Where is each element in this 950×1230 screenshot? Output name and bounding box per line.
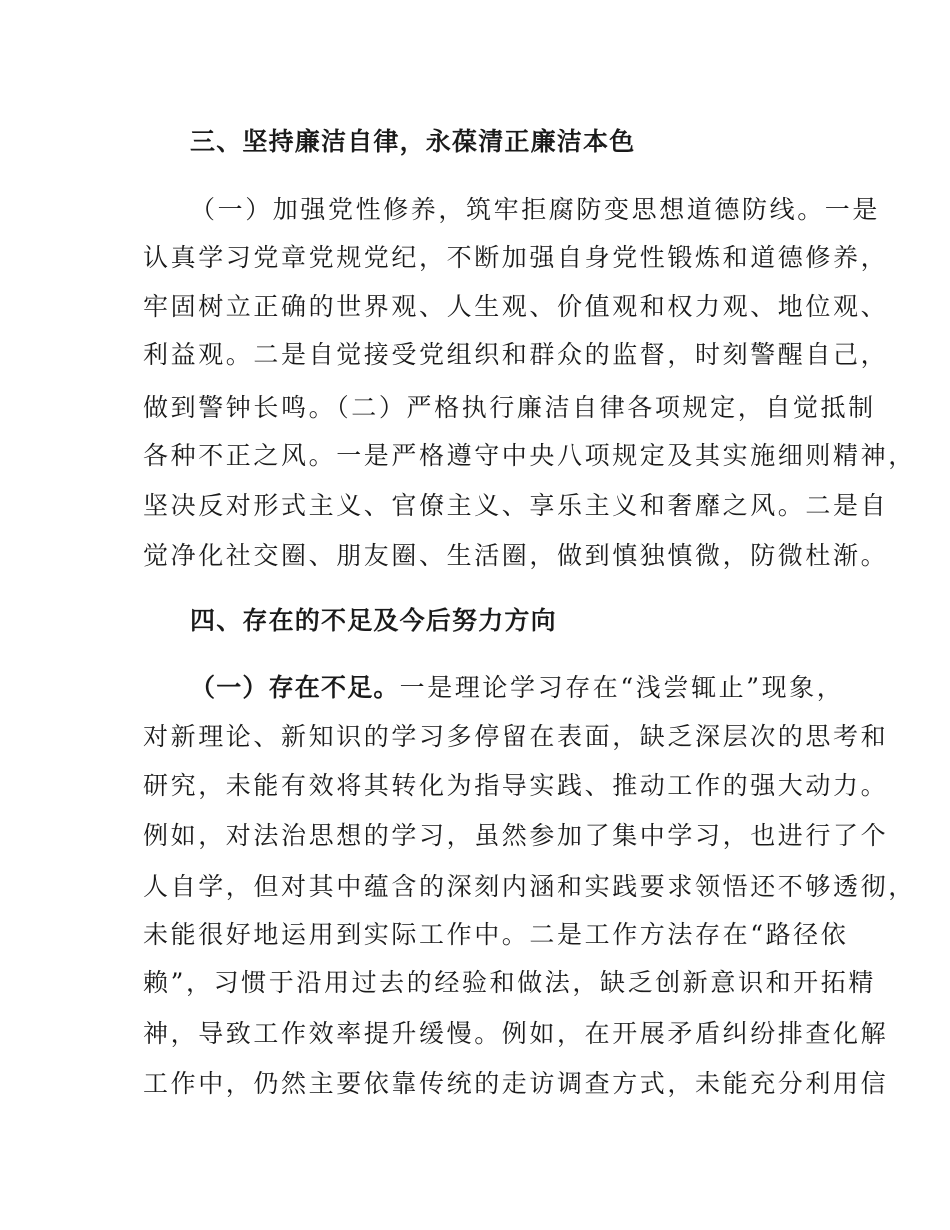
paragraph-line: 坚决反对形式主义、官僚主义、享乐主义和奢靡之风。二是自 (143, 491, 889, 520)
paragraph-line: 研究，未能有效将其转化为指导实践、推动工作的强大动力。 (143, 771, 889, 800)
paragraph-line: 人自学，但对其中蕴含的深刻内涵和实践要求领悟还不够透彻， (143, 872, 916, 901)
subsection-label: （一）存在不足。 (190, 673, 400, 702)
paragraph-line: 利益观。二是自觉接受党组织和群众的监督，时刻警醒自己， (143, 340, 889, 369)
paragraph-line: 例如，对法治思想的学习，虽然参加了集中学习，也进行了个 (143, 821, 889, 850)
paragraph-line: 做到警钟长鸣。（二）严格执行廉洁自律各项规定，自觉抵制 (143, 393, 876, 422)
paragraph-line: 赖”，习惯于沿用过去的经验和做法，缺乏创新意识和开拓精 (143, 968, 876, 997)
paragraph-line: 觉净化社交圈、朋友圈、生活圈，做到慎独慎微，防微杜渐。 (143, 541, 889, 570)
paragraph-line: 牢固树立正确的世界观、人生观、价值观和权力观、地位观、 (143, 292, 889, 321)
paragraph-line: 认真学习党章党规党纪，不断加强自身党性锻炼和道德修养， (143, 243, 889, 272)
paragraph-line: 神，导致工作效率提升缓慢。例如，在开展矛盾纠纷排查化解 (143, 1019, 889, 1048)
paragraph-line: 未能很好地运用到实际工作中。二是工作方法存在“路径依 (143, 920, 849, 949)
paragraph-line: （一）加强党性修养，筑牢拒腐防变思想道德防线。一是 (190, 195, 881, 224)
section-heading-4: 四、存在的不足及今后努力方向 (190, 606, 557, 635)
paragraph-text: 一是理论学习存在“浅尝辄止”现象， (399, 673, 845, 702)
paragraph-line: 工作中，仍然主要依靠传统的走访调查方式，未能充分利用信 (143, 1069, 889, 1098)
paragraph-line: 各种不正之风。一是严格遵守中央八项规定及其实施细则精神， (143, 441, 916, 470)
paragraph-line-first (190, 673, 844, 703)
paragraph-line: 对新理论、新知识的学习多停留在表面，缺乏深层次的思考和 (143, 722, 889, 751)
section-heading-3: 三、坚持廉洁自律，永葆清正廉洁本色 (190, 127, 636, 156)
